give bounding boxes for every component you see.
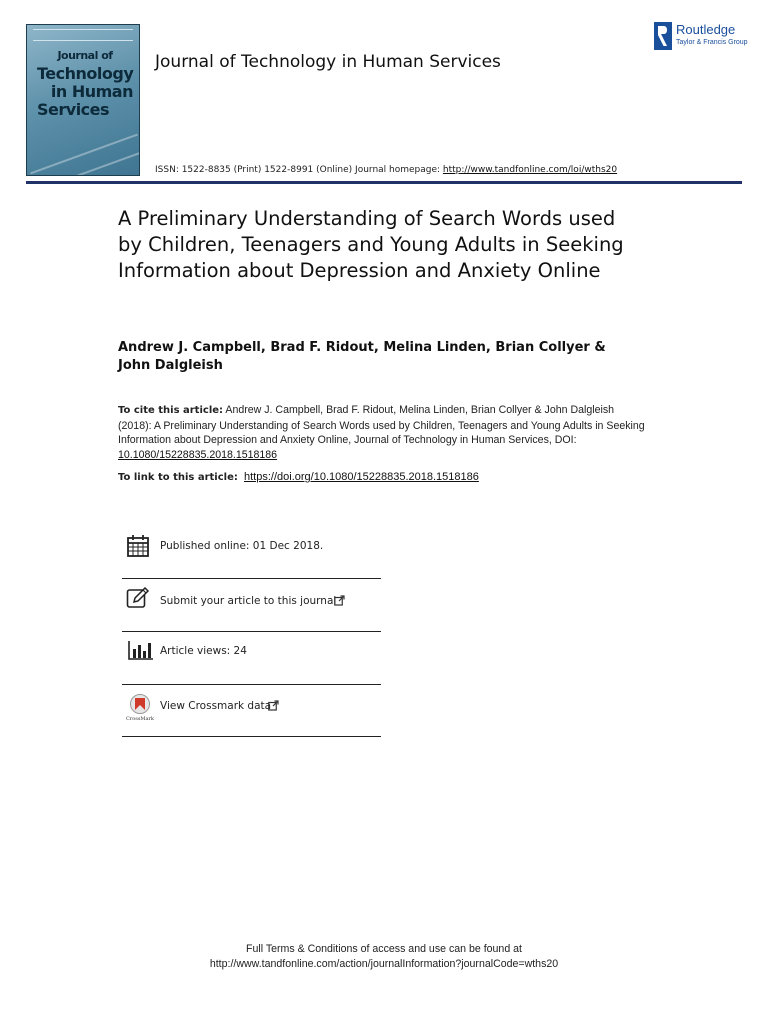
publisher-tagline: Taylor & Francis Group (676, 39, 748, 46)
journal-cover-image (26, 24, 140, 176)
bar-chart-icon (128, 640, 154, 660)
crossmark-text[interactable]: View Crossmark data (160, 700, 272, 712)
publisher-logo[interactable] (654, 22, 754, 52)
crossmark-icon-label: CrossMark (126, 716, 154, 721)
external-link-icon (334, 595, 345, 606)
submit-article-row[interactable] (122, 587, 381, 615)
terms-footer-line: Full Terms & Conditions of access and use can be found at (246, 943, 522, 955)
terms-footer-url[interactable]: http://www.tandfonline.com/action/journalInformation?journalCode=wths20 (209, 958, 559, 970)
routledge-r-icon (654, 22, 672, 50)
cite-label: To cite this article: (118, 405, 224, 416)
journal-homepage-link[interactable]: http://www.tandfonline.com/loi/wths20 (442, 165, 618, 175)
info-divider (122, 684, 381, 685)
info-divider (122, 578, 381, 579)
doi-link[interactable]: 10.1080/15228835.2018.1518186 (118, 449, 278, 462)
cover-title (37, 47, 133, 119)
published-online-row (122, 533, 381, 561)
issn-text: ISSN: 1522-8835 (Print) 1522-8991 (Online) Journal homepage: (155, 165, 443, 175)
cover-stripe (30, 134, 138, 175)
cite-text: Andrew J. Campbell, Brad F. Ridout, Melina Linden, Brian Collyer & John Dalgleish (2018): A Preliminary Understanding of Search Words used by Children, Teenagers and Young Adults in Seeking Information about Depression and Anxiety Online, Journal of Technology in Human Services, DOI: (118, 404, 645, 447)
cover-title-line: Journal of (57, 49, 113, 62)
issn-line (155, 165, 617, 175)
publisher-name: Routledge (676, 22, 736, 37)
article-authors: Andrew J. Campbell, Brad F. Ridout, Melina Linden, Brian Collyer & John Dalgleish (118, 340, 606, 373)
crossmark-row[interactable] (122, 693, 381, 723)
article-views-row (122, 639, 381, 663)
citation-block (118, 403, 648, 463)
external-link-icon (268, 700, 279, 711)
article-title: A Preliminary Understanding of Search Words used by Children, Teenagers and Young Adults in Seeking Information about Depression and Anxiety Online (118, 207, 624, 282)
info-divider (122, 631, 381, 632)
edit-icon (126, 587, 150, 609)
link-label: To link to this article: (118, 472, 238, 483)
header-divider (26, 181, 742, 184)
info-divider (122, 736, 381, 737)
crossmark-icon (126, 693, 154, 721)
article-url-link[interactable]: https://doi.org/10.1080/15228835.2018.1518186 (244, 471, 479, 483)
article-views-text: Article views: 24 (160, 645, 247, 657)
cover-top-bar (33, 29, 133, 41)
cover-title-line: Technology (37, 64, 134, 83)
terms-footer (0, 942, 768, 972)
calendar-icon (126, 534, 150, 558)
article-link-block (118, 471, 648, 483)
cover-title-line: in Human (50, 82, 133, 101)
journal-name: Journal of Technology in Human Services (155, 52, 501, 72)
published-online-text: Published online: 01 Dec 2018. (160, 540, 324, 552)
cover-title-line: Services (37, 100, 110, 119)
submit-article-text[interactable]: Submit your article to this journal (160, 595, 337, 607)
